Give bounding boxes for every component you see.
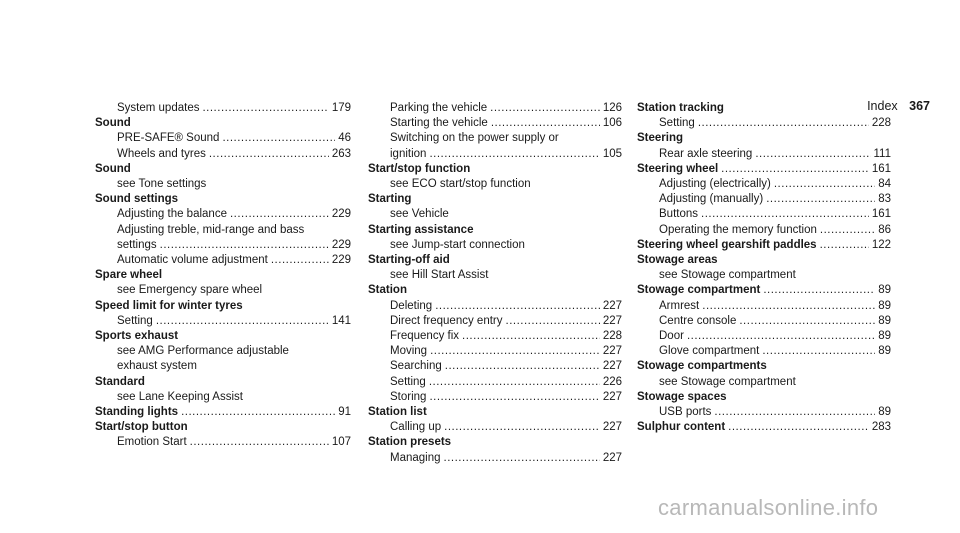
index-subentry	[637, 147, 891, 162]
page-reference: 228	[871, 117, 891, 130]
see-reference: see Hill Start Assist	[390, 269, 489, 282]
dot-leader	[430, 344, 600, 359]
index-heading: Stowage spaces	[637, 390, 727, 403]
page-reference: 229	[331, 254, 351, 267]
page-reference: 229	[331, 238, 351, 251]
entry-label: Wheels and tyres	[117, 147, 206, 160]
index-heading: Spare wheel	[95, 269, 163, 282]
page-reference: 111	[873, 147, 891, 160]
page-reference: 89	[878, 299, 891, 312]
index-column-2	[368, 101, 622, 466]
page-reference: 89	[878, 284, 891, 297]
index-heading: Sound	[95, 117, 131, 130]
index-heading: Sound	[95, 162, 131, 175]
index-subentry	[637, 177, 891, 192]
dot-leader	[755, 147, 870, 162]
entry-label: Frequency fix	[390, 330, 460, 343]
index-subentry	[368, 390, 622, 405]
section-label: Index	[867, 99, 898, 113]
page-number: 367	[909, 99, 930, 113]
dot-leader	[721, 162, 869, 177]
index-subentry	[637, 192, 891, 207]
dot-leader	[490, 101, 600, 116]
page-reference: 179	[331, 102, 351, 114]
dot-leader	[429, 147, 599, 162]
dot-leader	[156, 314, 329, 329]
index-heading: Station tracking	[637, 102, 724, 114]
index-subentry	[637, 299, 891, 314]
see-reference: see Stowage compartment	[659, 375, 796, 388]
entry-label: Rear axle steering	[659, 147, 753, 160]
page-reference: 141	[331, 314, 351, 327]
index-subentry	[637, 344, 891, 359]
index-subentry	[95, 253, 351, 268]
entry-label: USB ports	[659, 406, 712, 419]
index-subentry	[368, 359, 622, 374]
page-reference: 105	[602, 147, 622, 160]
dot-leader	[774, 177, 875, 192]
page-reference: 126	[602, 102, 622, 114]
index-entry	[95, 405, 351, 420]
index-subentry	[368, 299, 622, 314]
dot-leader	[820, 223, 875, 238]
dot-leader	[209, 147, 329, 162]
index-subentry	[368, 329, 622, 344]
see-reference: see Stowage compartment	[659, 269, 796, 282]
page-reference: 226	[602, 375, 622, 388]
entry-label: Setting	[659, 117, 695, 130]
index-subentry-text: Adjusting treble, mid-range and bass	[117, 223, 305, 236]
index-heading: Speed limit for winter tyres	[95, 299, 243, 312]
index-subentry	[95, 207, 351, 222]
index-heading: Stowage compartments	[637, 360, 767, 373]
page-reference: 89	[878, 345, 891, 358]
index-subentry	[368, 147, 622, 162]
index-heading: Start/stop button	[95, 421, 188, 434]
page-reference: 263	[331, 147, 351, 160]
page-reference: 122	[871, 238, 891, 251]
entry-label: Moving	[390, 345, 428, 358]
see-reference: see Emergency spare wheel	[117, 284, 263, 297]
dot-leader	[701, 207, 869, 222]
entry-label: Calling up	[390, 421, 442, 434]
index-subentry	[368, 116, 622, 131]
dot-leader	[702, 299, 875, 314]
index-heading: Stowage areas	[637, 254, 718, 267]
index-heading: Standard	[95, 375, 145, 388]
see-reference: see Jump-start connection	[390, 238, 525, 251]
index-heading: Start/stop function	[368, 162, 471, 175]
dot-leader	[160, 238, 329, 253]
page-reference: 46	[338, 132, 351, 145]
index-heading: Station list	[368, 406, 427, 419]
page-reference: 89	[878, 330, 891, 343]
see-reference: see AMG Performance adjustable	[117, 345, 289, 358]
dot-leader	[739, 314, 875, 329]
dot-leader	[491, 116, 600, 131]
entry-label: PRE-SAFE® Sound	[117, 132, 220, 145]
dot-leader	[762, 344, 875, 359]
index-subentry	[95, 314, 351, 329]
entry-label: ignition	[390, 147, 427, 160]
dot-leader	[435, 299, 600, 314]
page-reference: 227	[602, 390, 622, 403]
index-subentry	[637, 207, 891, 222]
dot-leader	[698, 116, 869, 131]
index-column-1	[95, 101, 351, 451]
entry-label: Steering wheel	[637, 162, 719, 175]
entry-label: Adjusting the balance	[117, 208, 227, 221]
index-heading: Sports exhaust	[95, 330, 179, 343]
entry-label: Searching	[390, 360, 442, 373]
entry-label: Buttons	[659, 208, 698, 221]
entry-label: Setting	[390, 375, 426, 388]
dot-leader	[429, 390, 599, 405]
page-reference: 227	[602, 345, 622, 358]
index-subentry	[637, 223, 891, 238]
entry-label: settings	[117, 238, 157, 251]
entry-label: Storing	[390, 390, 427, 403]
entry-label: Centre console	[659, 314, 737, 327]
see-reference: see ECO start/stop function	[390, 178, 531, 191]
entry-label: Setting	[117, 314, 153, 327]
page-reference: 227	[602, 360, 622, 373]
page-reference: 106	[602, 117, 622, 130]
watermark: carmanualsonline.info	[658, 495, 879, 520]
index-entry	[637, 162, 891, 177]
page-reference: 227	[602, 314, 622, 327]
index-subentry	[95, 435, 351, 450]
page-reference: 161	[871, 162, 891, 175]
dot-leader	[687, 329, 875, 344]
dot-leader	[202, 101, 328, 116]
index-column-3	[637, 101, 891, 435]
entry-label: Armrest	[659, 299, 700, 312]
index-entry	[637, 420, 891, 435]
see-reference: see Vehicle	[390, 208, 449, 221]
page-reference: 227	[602, 421, 622, 434]
index-entry	[637, 238, 891, 253]
index-subentry	[368, 314, 622, 329]
entry-label: Stowage compartment	[637, 284, 761, 297]
index-subentry	[368, 101, 622, 116]
page-reference: 161	[871, 208, 891, 221]
index-subentry	[637, 314, 891, 329]
dot-leader	[445, 359, 600, 374]
index-subentry	[368, 344, 622, 359]
see-reference: see Lane Keeping Assist	[117, 390, 243, 403]
entry-label: Door	[659, 330, 684, 343]
index-subentry	[368, 375, 622, 390]
page-reference: 91	[338, 406, 351, 419]
entry-label: Automatic volume adjustment	[117, 254, 268, 267]
entry-label: Managing	[390, 451, 441, 464]
dot-leader	[444, 451, 600, 466]
page-reference: 227	[602, 299, 622, 312]
index-subentry	[95, 238, 351, 253]
dot-leader	[222, 131, 335, 146]
see-reference: see Tone settings	[117, 178, 207, 191]
index-subentry	[368, 420, 622, 435]
index-subentry	[637, 405, 891, 420]
dot-leader	[714, 405, 875, 420]
index-entry	[637, 283, 891, 298]
page-reference: 89	[878, 406, 891, 419]
index-heading: Station	[368, 284, 407, 297]
index-heading: Starting-off aid	[368, 254, 450, 267]
entry-label: System updates	[117, 102, 200, 114]
index-subentry-text: Switching on the power supply or	[390, 132, 559, 145]
dot-leader	[181, 405, 335, 420]
index-subentry	[368, 451, 622, 466]
dot-leader	[462, 329, 600, 344]
entry-label: Glove compartment	[659, 345, 760, 358]
entry-label: Adjusting (electrically)	[659, 178, 771, 191]
index-subentry	[637, 329, 891, 344]
index-heading: Station presets	[368, 436, 452, 449]
index-subentry	[95, 147, 351, 162]
index-subentry	[95, 131, 351, 146]
entry-label: Direct frequency entry	[390, 314, 503, 327]
page-reference: 86	[878, 223, 891, 236]
page-reference: 228	[602, 330, 622, 343]
page-reference: 89	[878, 314, 891, 327]
index-heading: Starting assistance	[368, 223, 474, 236]
dot-leader	[230, 207, 329, 222]
index-heading: Steering	[637, 132, 684, 145]
see-reference: exhaust system	[117, 360, 197, 373]
page-reference: 83	[878, 193, 891, 206]
dot-leader	[820, 238, 869, 253]
dot-leader	[444, 420, 600, 435]
entry-label: Sulphur content	[637, 421, 726, 434]
entry-label: Standing lights	[95, 406, 179, 419]
index-heading: Starting	[368, 193, 412, 206]
entry-label: Operating the memory function	[659, 223, 817, 236]
page-reference: 229	[331, 208, 351, 221]
index-subentry	[95, 101, 351, 116]
index-heading: Sound settings	[95, 193, 179, 206]
dot-leader	[271, 253, 329, 268]
entry-label: Steering wheel gearshift paddles	[637, 238, 817, 251]
page-reference: 283	[871, 421, 891, 434]
entry-label: Parking the vehicle	[390, 102, 488, 114]
page-reference: 227	[602, 451, 622, 464]
page-reference: 107	[331, 436, 351, 449]
dot-leader	[766, 192, 875, 207]
dot-leader	[429, 375, 600, 390]
entry-label: Deleting	[390, 299, 433, 312]
dot-leader	[728, 420, 869, 435]
dot-leader	[190, 435, 329, 450]
entry-label: Starting the vehicle	[390, 117, 488, 130]
entry-label: Emotion Start	[117, 436, 187, 449]
entry-label: Adjusting (manually)	[659, 193, 764, 206]
dot-leader	[506, 314, 600, 329]
dot-leader	[763, 283, 875, 298]
page-reference: 84	[878, 178, 891, 191]
index-subentry	[637, 116, 891, 131]
